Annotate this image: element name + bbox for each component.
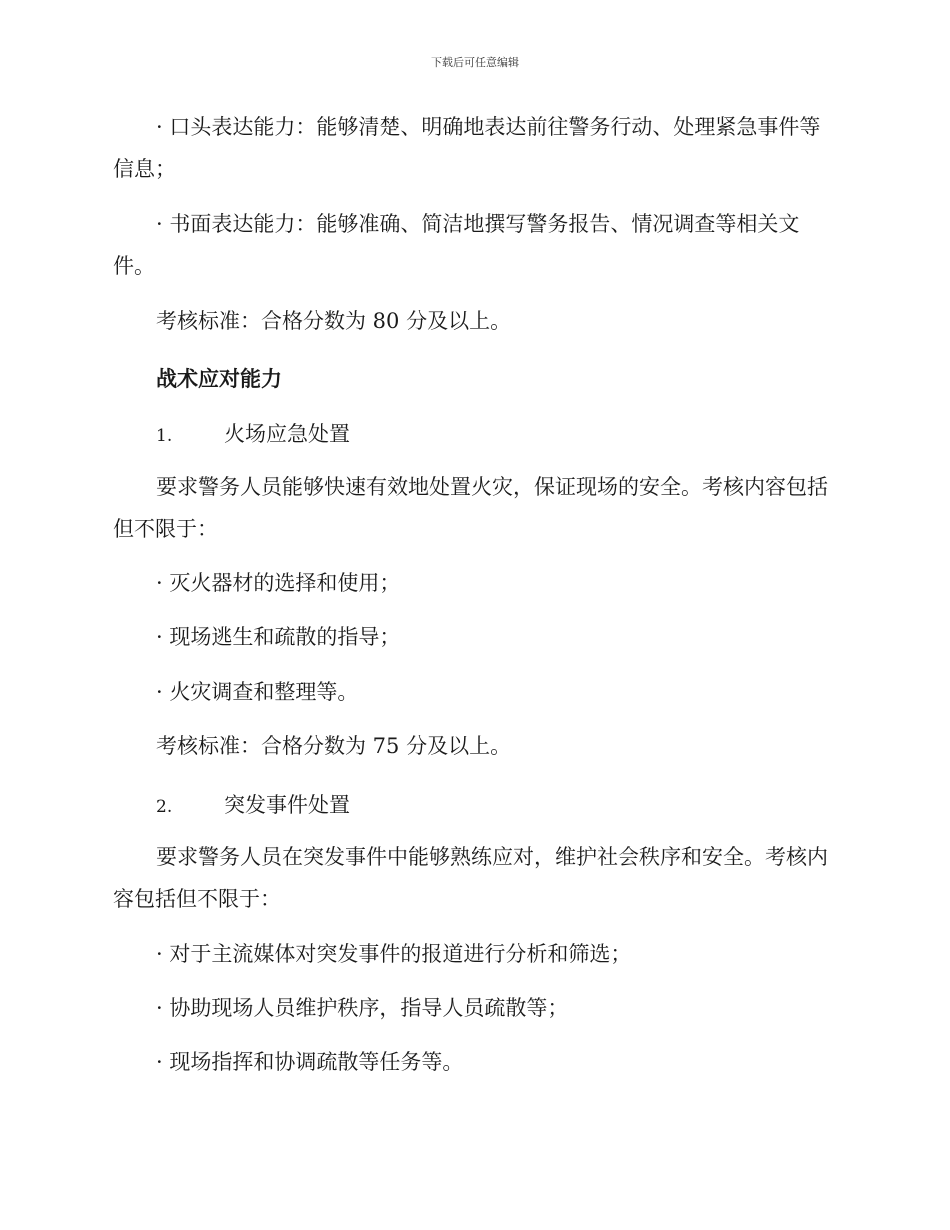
item-number: 2. <box>156 797 173 817</box>
assessment-standard-1: 考核标准：合格分数为 80 分及以上。 <box>156 309 512 333</box>
written-expression-bullet: · 书面表达能力：能够准确、简洁地撰写警务报告、情况调查等相关文件。 <box>113 212 800 278</box>
fire-intro-paragraph: 要求警务人员能够快速有效地处置火灾，保证现场的安全。考核内容包括但不限于： <box>113 475 828 541</box>
emergency-intro-paragraph: 要求警务人员在突发事件中能够熟练应对，维护社会秩序和安全。考核内容包括但不限于： <box>113 845 828 911</box>
numbered-item-2 <box>156 789 350 819</box>
item-number: 1. <box>156 426 173 446</box>
emergency-bullet-1: · 对于主流媒体对突发事件的报道进行分析和筛选； <box>156 942 632 966</box>
emergency-bullet-2: · 协助现场人员维护秩序，指导人员疏散等； <box>156 996 569 1020</box>
item-title: 突发事件处置 <box>224 793 350 817</box>
page-header: 下载后可任意编辑 <box>431 56 519 69</box>
fire-bullet-2: · 现场逃生和疏散的指导； <box>156 625 401 649</box>
oral-expression-bullet: · 口头表达能力：能够清楚、明确地表达前往警务行动、处理紧急事件等信息； <box>113 115 821 181</box>
item-title: 火场应急处置 <box>224 422 350 446</box>
assessment-standard-2: 考核标准：合格分数为 75 分及以上。 <box>156 734 512 758</box>
fire-bullet-3: · 火灾调查和整理等。 <box>156 680 359 704</box>
fire-bullet-1: · 灭火器材的选择和使用； <box>156 571 401 595</box>
section-heading: 战术应对能力 <box>156 367 282 391</box>
numbered-item-1 <box>156 418 350 448</box>
emergency-bullet-3: · 现场指挥和协调疏散等任务等。 <box>156 1050 464 1074</box>
